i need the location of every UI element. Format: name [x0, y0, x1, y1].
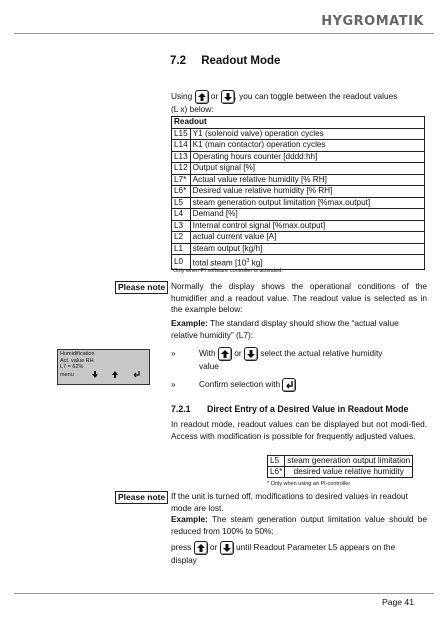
bullet: » — [171, 379, 176, 390]
table-row — [172, 209, 425, 221]
press-instruction — [171, 541, 427, 567]
bullet: » — [171, 348, 176, 359]
row-text: Output signal [%] — [190, 163, 424, 175]
row-text: Actual value relative humidity [% RH] — [190, 174, 424, 186]
row-text: desired value relative humidity — [285, 467, 413, 478]
press-pre: press — [171, 542, 192, 553]
down-arrow-key-icon — [221, 90, 235, 104]
press-line2: display — [171, 555, 197, 565]
row-text: total steam [$10^3$ kg] — [190, 255, 424, 270]
intro-paragraph — [171, 90, 426, 116]
intro-line2: (L x) below: — [171, 104, 214, 114]
row-code: L5 — [172, 197, 191, 209]
section-number: 7.2 — [170, 55, 186, 67]
footer-divider — [14, 593, 434, 594]
parameter-footnote: * Only when using an PI-controller — [267, 481, 351, 487]
row-text: steam output [kg/h] — [190, 243, 424, 255]
table-row — [172, 151, 425, 163]
up-arrow-key-icon — [195, 90, 209, 104]
example2-paragraph — [171, 514, 427, 537]
subsection-number: 7.2.1 — [171, 404, 191, 414]
intro-pre: Using — [171, 91, 193, 102]
subsection-title: Direct Entry of a Desired Value in Readout Mode — [207, 404, 409, 414]
step1 — [171, 347, 427, 373]
row-code: L6* — [268, 467, 285, 478]
table-row — [172, 174, 425, 186]
row-text: K1 (main contactor) operation cycles — [190, 140, 424, 152]
brand-logo: HYGROMATIK — [321, 14, 424, 29]
row-text: Desired value relative humidity [% RH] — [190, 186, 424, 198]
table-row — [172, 140, 425, 152]
note2-text: If the unit is turned off, modifications to desired values in readout mode are lost. — [171, 491, 408, 513]
intro-or: or — [210, 91, 219, 102]
press-or: or — [209, 542, 218, 553]
lcd-line: L7 = 62% — [60, 364, 84, 371]
example-label: Example: — [171, 514, 208, 524]
row-text: actual current value [A] — [190, 232, 424, 244]
intro-post: , you can toggle between the readout values — [234, 91, 398, 102]
table-row — [172, 197, 425, 209]
table-row — [172, 243, 425, 255]
row-code: L2 — [172, 232, 191, 244]
step1-or: or — [234, 348, 242, 359]
row-text: Y1 (solenoid valve) operation cycles — [190, 128, 424, 140]
please-note-label: Please note — [115, 491, 168, 504]
table-row — [172, 232, 425, 244]
section-heading — [170, 55, 280, 67]
row-text: steam generation output limitation — [285, 456, 413, 467]
example-label: Example: — [171, 318, 208, 328]
step1-pre: With — [199, 348, 216, 359]
up-arrow-key-icon — [218, 347, 232, 361]
lcd-line: Humidification — [60, 351, 95, 357]
row-text: Internal control signal [%max.output] — [190, 220, 424, 232]
row-text: Operating hours counter [dddd:hh] — [190, 151, 424, 163]
step2 — [171, 378, 427, 392]
example1-paragraph — [171, 318, 427, 341]
table-row — [172, 186, 425, 198]
table-row — [268, 456, 413, 467]
step1-post: select the actual relative humidity — [260, 348, 383, 359]
table-row — [268, 467, 413, 478]
readout-footnote: *Only when PI software controller is activated. — [171, 268, 283, 274]
up-arrow-key-icon — [194, 541, 208, 555]
lcd-line: Act. value RH — [60, 357, 94, 364]
enter-icon — [131, 371, 140, 381]
lcd-softkeys — [60, 371, 147, 381]
row-code: L0 — [172, 255, 191, 270]
up-arrow-icon — [112, 371, 118, 381]
step2-text: Confirm selection with — [199, 379, 281, 390]
example2-text: The steam generation output limitation value should be reduced from 100% to 50%: — [171, 514, 427, 536]
row-code: L15 — [172, 128, 191, 140]
row-text: Demand [%] — [190, 209, 424, 221]
press-post: until Readout Parameter L5 appears on the — [235, 542, 396, 553]
page-number: Page 41 — [381, 597, 414, 607]
header-divider — [14, 33, 434, 34]
row-code: L1 — [172, 243, 191, 255]
row-code: L5 — [268, 456, 285, 467]
subsection-heading — [171, 404, 408, 414]
row-code: L12 — [172, 163, 191, 175]
lcd-menu-label: menu — [60, 372, 74, 379]
row-code: L4 — [172, 209, 191, 221]
down-arrow-icon — [92, 371, 98, 381]
row-code: L13 — [172, 151, 191, 163]
row-code: L6* — [172, 186, 191, 198]
down-arrow-key-icon — [244, 347, 258, 361]
row-text: steam generation output limitation [%max.output] — [190, 197, 424, 209]
table-row — [172, 128, 425, 140]
parameter-table — [267, 455, 413, 478]
row-code: L3 — [172, 220, 191, 232]
table-row — [172, 220, 425, 232]
example1-text: The standard display should show the “actual value relative humidity” (L7): — [171, 318, 399, 340]
section-title: Readout Mode — [201, 55, 281, 67]
step1-line2: value — [199, 361, 219, 371]
row-code: L14 — [172, 140, 191, 152]
row-code: L7* — [172, 174, 191, 186]
down-arrow-key-icon — [220, 541, 234, 555]
enter-key-icon — [282, 378, 296, 392]
readout-table — [171, 116, 425, 270]
lcd-display — [57, 349, 150, 385]
please-note-label: Please note — [115, 281, 168, 294]
subsection-text: In readout mode, readout values can be displayed but not modi-fied. Access with modification is possible for frequently adjusted values. — [171, 419, 427, 441]
note1-text: Normally the display shows the operational conditions of the humidifier and a readout value. The readout value is selected as in the example below: — [171, 281, 427, 314]
readout-table-header: Readout — [172, 117, 425, 129]
table-row — [172, 163, 425, 175]
